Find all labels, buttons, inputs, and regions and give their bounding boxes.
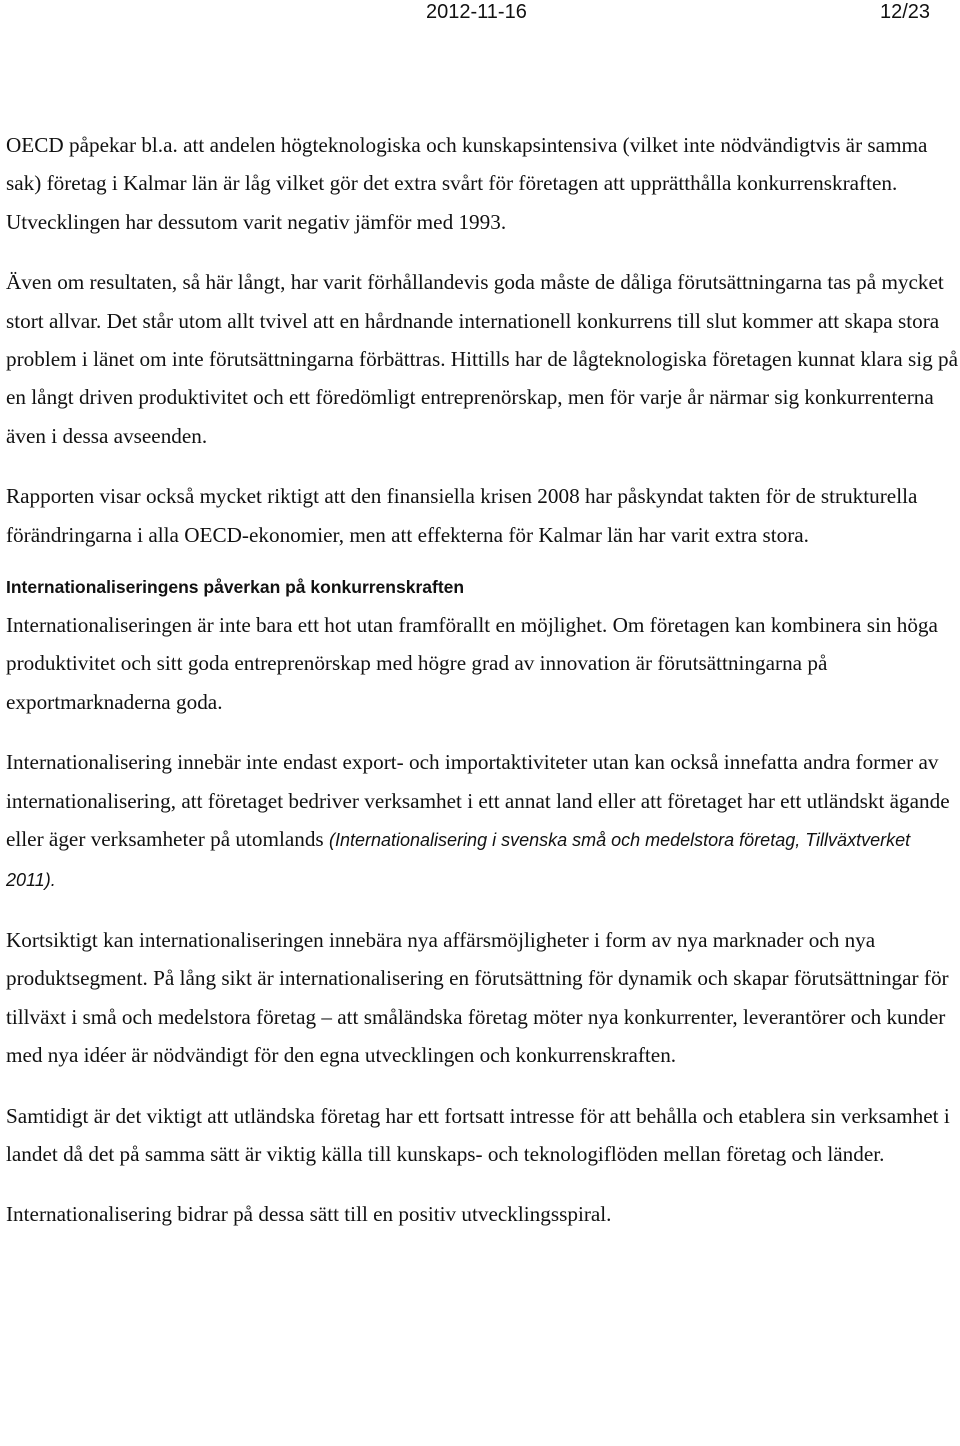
page-header — [0, 0, 960, 40]
header-date: 2012-11-16 — [426, 1, 527, 23]
paragraph-mojlighet: Internationaliseringen är inte bara ett hot utan framförallt en möjlighet. Om företagen kan kombinera sin höga produktivitet och sitt goda entreprenörskap med högre grad av innovation är förutsättningarna på exportmarknaderna goda. — [6, 613, 938, 714]
paragraph-samtidigt: Samtidigt är det viktigt att utländska företag har ett fortsatt intresse för att behålla och etablera sin verksamhet i landet då det på samma sätt är viktig källa till kunskaps- och teknologiflöden mellan företag och länder. — [6, 1103, 950, 1166]
paragraph-rapporten: Rapporten visar också mycket riktigt att den finansiella krisen 2008 har påskyndat takten för de strukturella förändringarna i alla OECD-ekonomier, men att effekterna för Kalmar län har varit extra stora. — [6, 484, 918, 547]
section-heading: Internationaliseringens påverkan på konkurrenskraften — [6, 577, 465, 598]
paragraph-resultaten: Även om resultaten, så här långt, har varit förhållandevis goda måste de dåliga förutsättningarna tas på mycket stort allvar. Det står utom allt tvivel att en hårdnande internationell konkurrens till slut kommer att skapa stora problem i länet om inte förutsättningarna förbättras. Hittills har de lågteknologiska företagen kunnat klara sig på en långt driven produktivitet och ett föredömligt entreprenörskap, men för varje år närmar sig konkurrenterna även i dessa avseenden. — [6, 270, 958, 448]
definition-text: Internationalisering innebär inte endast export- och importaktiviteter utan kan också innefatta andra former av internationalisering, att företaget bedriver verksamhet i ett annat land eller att företaget har ett utländskt ägande eller äger verksamheter på utomlands — [6, 750, 950, 852]
paragraph-kortsiktigt: Kortsiktigt kan internationaliseringen innebära nya affärsmöjligheter i form av nya marknader och nya produktsegment. På lång sikt är internationalisering en förutsättning för dynamik och skapar förutsättningar för tillväxt i små och medelstora företag – att småländska företag möter nya konkurrenter, leverantörer och kunder med nya idéer är nödvändigt för den egna utvecklingen och konkurrenskraften. — [6, 927, 949, 1068]
page-number: 12/23 — [880, 1, 931, 23]
paragraph-conclusion: Internationalisering bidrar på dessa sätt till en positiv utvecklingsspiral. — [6, 1202, 612, 1227]
paragraph-oecd: OECD påpekar bl.a. att andelen högteknologiska och kunskapsintensiva (vilket inte nödvändigtvis är samma sak) företag i Kalmar län är låg vilket gör det extra svårt för företagen att upprätthålla konkurrenskraften. Utvecklingen har dessutom varit negativ jämför med 1993. — [6, 133, 928, 234]
citation: (Internationalisering i svenska små och medelstora företag, Tillväxtverket 2011). — [6, 830, 911, 890]
paragraph-definition — [6, 743, 958, 899]
document-body — [6, 126, 958, 1256]
